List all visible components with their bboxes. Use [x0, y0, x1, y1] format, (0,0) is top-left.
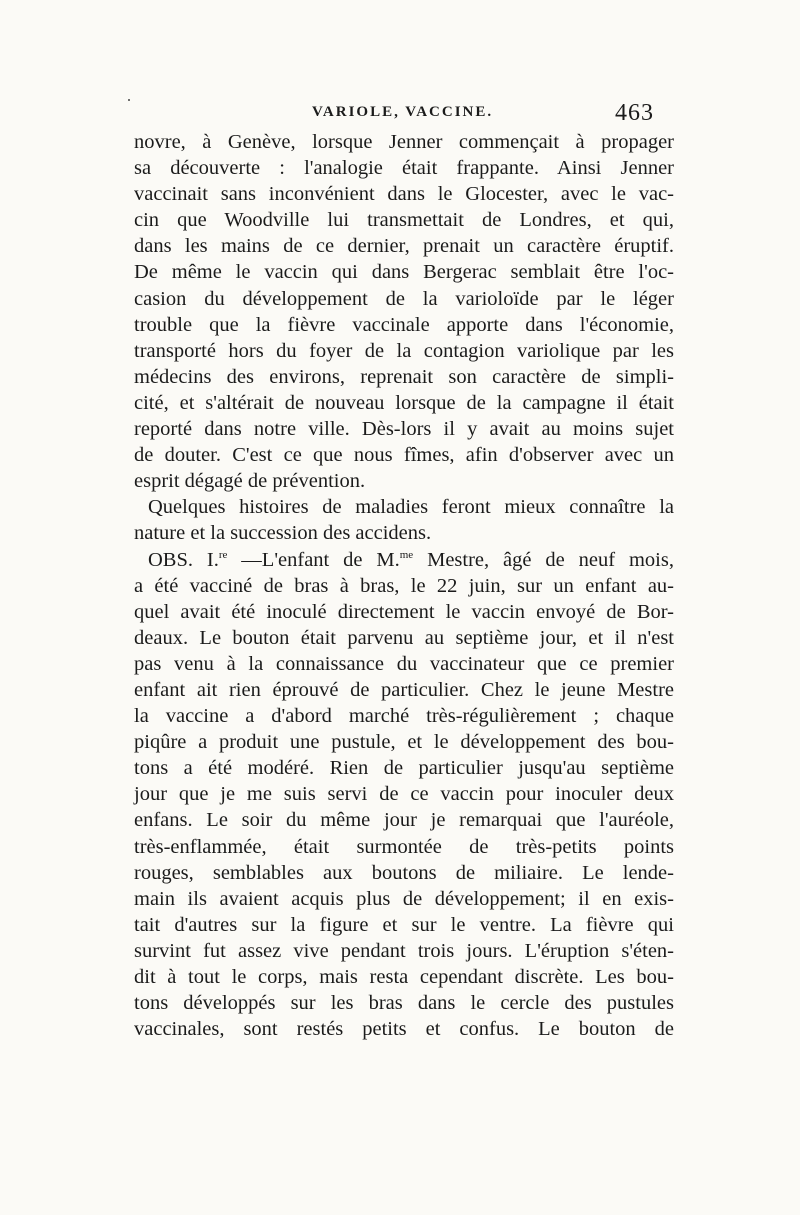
obs-text: —L'enfant de M. — [227, 548, 400, 571]
body-text — [134, 129, 674, 1042]
text-line: de douter. C'est ce que nous fîmes, afin d'observer avec un — [134, 444, 674, 467]
text-line: esprit dégagé de prévention. — [134, 470, 366, 493]
text-line: reporté dans notre ville. Dès-lors il y avait au moins sujet — [134, 418, 674, 441]
text-line: rouges, semblables aux boutons de miliaire. Le lende- — [134, 861, 674, 884]
page-number: 463 — [615, 100, 654, 126]
text-line: la vaccine a d'abord marché très-régulièrement ; chaque — [134, 705, 674, 728]
text-line: deaux. Le bouton était parvenu au septième jour, et il n'est — [134, 626, 674, 649]
text-line: main ils avaient acquis plus de développement; il en exis- — [134, 887, 674, 910]
running-title: VARIOLE, VACCINE. — [312, 104, 494, 120]
text-line: dans les mains de ce dernier, prenait un caractère éruptif. — [134, 235, 674, 258]
text-line: quel avait été inoculé directement le vaccin envoyé de Bor- — [134, 600, 674, 623]
text-line: survint fut assez vive pendant trois jours. L'éruption s'éten- — [134, 939, 674, 962]
text-line: cin que Woodville lui transmettait de Londres, et qui, — [134, 209, 674, 232]
text-line: nature et la succession des accidens. — [134, 522, 432, 545]
text-line: novre, à Genève, lorsque Jenner commençait à propager — [134, 131, 674, 153]
text-line: dit à tout le corps, mais resta cependant discrète. Les bou- — [134, 966, 674, 988]
text-line: tons a été modéré. Rien de particulier jusqu'au septième — [134, 757, 674, 780]
page-header — [134, 100, 654, 124]
text-line: casion du développement de la varioloïde par le léger — [134, 287, 674, 310]
text-line: médecins des environs, reprenait son caractère de simpli- — [134, 365, 674, 388]
text-line: tait d'autres sur la figure et sur le ventre. La fièvre qui — [134, 913, 674, 936]
text-line: Quelques histoires de maladies feront mieux connaître la — [148, 496, 674, 519]
text-line: vaccinait sans inconvénient dans le Glocester, avec le vac- — [134, 183, 674, 206]
text-line: enfans. Le soir du même jour je remarquai que l'auréole, — [134, 809, 674, 832]
text-line: cité, et s'altérait de nouveau lorsque de la campagne il était — [134, 391, 674, 414]
text-line: trouble que la fièvre vaccinale apporte dans l'économie, — [134, 313, 674, 336]
text-line: transporté hors du foyer de la contagion variolique par les — [134, 339, 674, 362]
text-line: pas venu à la connaissance du vaccinateur que ce premier — [134, 652, 674, 675]
text-line: tons développés sur les bras dans le cercle des pustules — [134, 992, 674, 1015]
text-line: piqûre a produit une pustule, et le développement des bou- — [134, 731, 674, 754]
text-line: De même le vaccin qui dans Bergerac semblait être l'oc- — [134, 261, 674, 284]
ink-speck — [128, 99, 130, 101]
text-line: sa découverte : l'analogie était frappante. Ainsi Jenner — [134, 157, 674, 180]
text-line: enfant ait rien éprouvé de particulier. Chez le jeune Mestre — [134, 678, 674, 701]
text-line: jour que je me suis servi de ce vaccin pour inoculer deux — [134, 783, 674, 806]
text-line: vaccinales, sont restés petits et confus. Le bouton de — [134, 1018, 674, 1041]
obs-label: OBS. I. — [148, 548, 219, 571]
superscript: me — [399, 548, 414, 561]
observation-heading-line — [134, 547, 674, 573]
text-line: a été vacciné de bras à bras, le 22 juin, sur un enfant au- — [134, 574, 674, 597]
text-line: très-enflammée, était surmontée de très-petits points — [134, 835, 674, 858]
obs-text: Mestre, âgé de neuf mois, — [413, 548, 674, 571]
superscript: re — [218, 548, 228, 561]
